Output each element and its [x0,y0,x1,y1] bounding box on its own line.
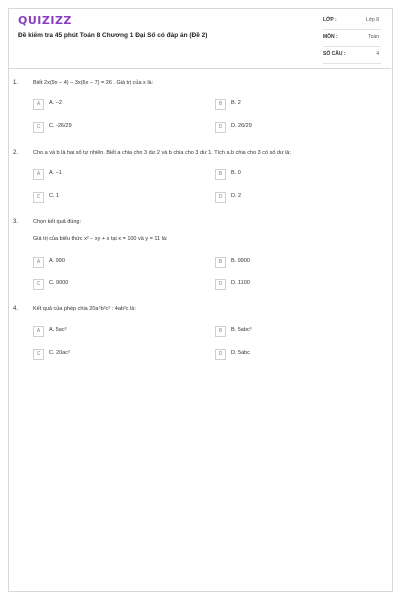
option-text: B. 5abc³ [231,327,252,333]
meta-value: Lớp 8 [365,17,379,23]
question-text: Cho a và b là hai số tự nhiên. Biết a chia cho 3 dư 2 và b chia cho 3 dư 1. Tích a.b chia cho 3 có số dư là: [33,150,292,156]
question-text: Kết quả của phép chia 20a⁵b²c² : 4ab²c là: [33,306,136,312]
meta-row-subject [323,32,381,47]
option-text: A. 990 [49,258,65,264]
meta-row-class [323,15,381,30]
option-letter-box: C [33,349,44,360]
option-text: D. 5abc [231,350,250,356]
option-letter-box: A [33,257,44,268]
meta-value: Toán [368,34,379,40]
option-letter-box: B [215,257,226,268]
question-text: Chọn kết quả đúng: [33,219,82,225]
question-text: Biết 2x(9x − 4) − 3x(6x − 7) = 26 . Giá trị của x là: [33,80,154,86]
option-letter-box: D [215,192,226,203]
option-text: C. 20ac² [49,350,70,356]
option-text: B. 9900 [231,258,250,264]
option-text: A. −1 [49,170,62,176]
worksheet-title: Đề kiểm tra 45 phút Toán 8 Chương 1 Đại Số có đáp án (Đề 2) [18,32,208,39]
question-number: 4. [13,306,19,312]
option-text: A. −2 [49,100,62,106]
option-letter-box: A [33,326,44,337]
option-text: D. 26/29 [231,123,252,129]
option-text: C. 9000 [49,280,69,286]
meta-key: MÔN : [323,34,338,40]
option-letter-box: B [215,326,226,337]
option-letter-box: A [33,99,44,110]
option-text: C. -26/29 [49,123,72,129]
option-letter-box: C [33,192,44,203]
option-text: B. 0 [231,170,241,176]
option-letter-box: D [215,122,226,133]
worksheet-page [8,8,393,592]
question-number: 3. [13,219,19,225]
question-number: 1. [13,80,19,86]
question-number: 2. [13,150,19,156]
meta-key: SỐ CÂU : [323,51,346,57]
option-text: C. 1 [49,193,60,199]
option-letter-box: D [215,279,226,290]
quizizz-logo: QUIZIZZ [18,14,72,27]
question-subtext: Giá trị của biểu thức x² − xy + x tại x = 100 và y = 11 là: [33,236,168,242]
option-text: D. 2 [231,193,242,199]
option-text: D. 1100 [231,280,250,286]
meta-key: LỚP : [323,17,337,23]
meta-info [323,15,381,66]
option-letter-box: B [215,169,226,180]
meta-value: 4 [376,51,379,57]
option-letter-box: C [33,122,44,133]
option-letter-box: D [215,349,226,360]
option-letter-box: A [33,169,44,180]
option-letter-box: C [33,279,44,290]
option-letter-box: B [215,99,226,110]
option-text: A. 5ac³ [49,327,67,333]
meta-row-count [323,49,381,64]
worksheet-header [8,8,391,69]
option-text: B. 2 [231,100,241,106]
